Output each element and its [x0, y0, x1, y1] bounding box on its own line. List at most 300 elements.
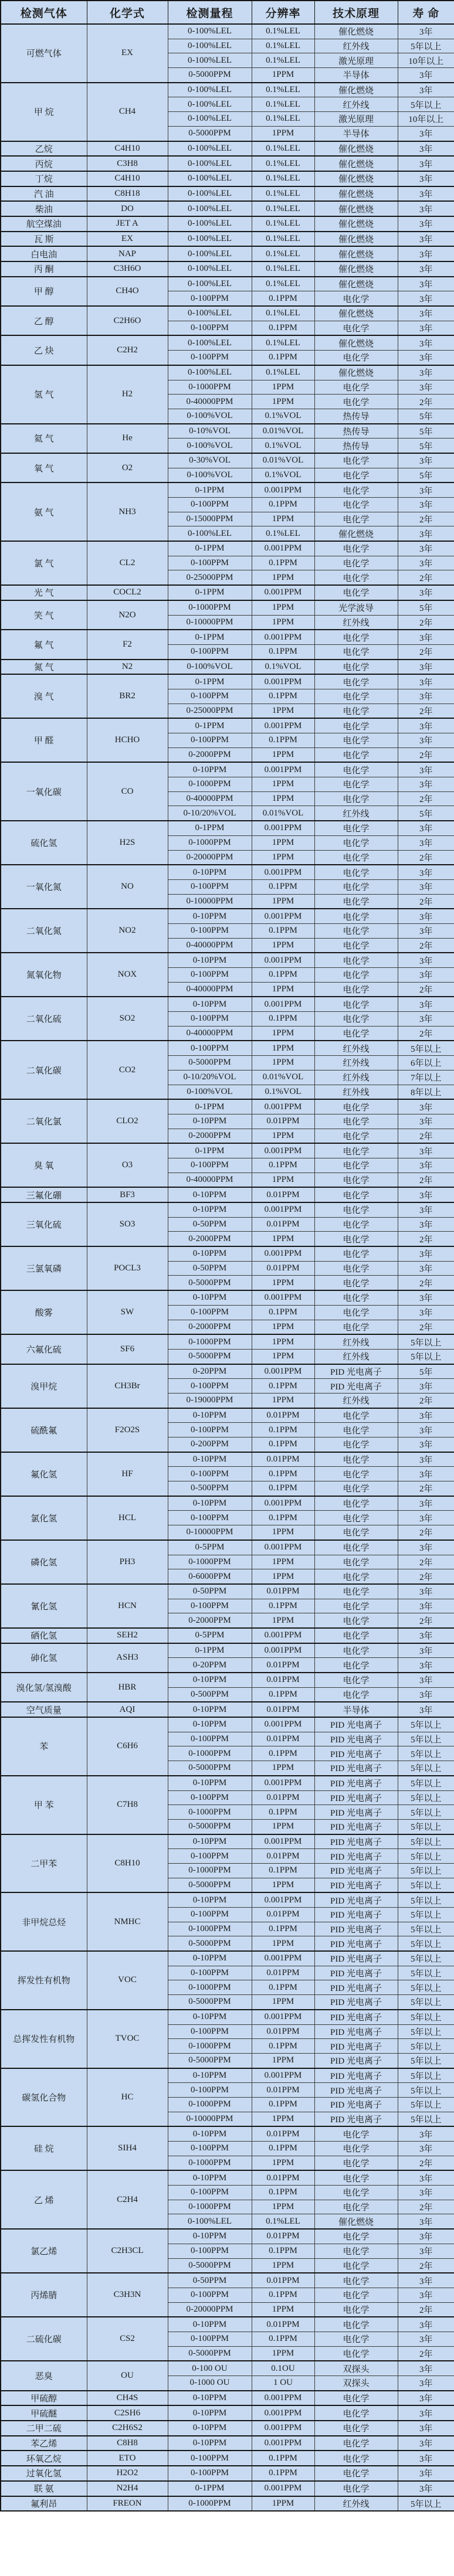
resolution-cell: 0.001PPM	[252, 2421, 314, 2436]
resolution-cell: 1PPM	[252, 704, 314, 718]
gas-name-cell: 氟利昂	[1, 2496, 87, 2512]
resolution-cell: 1PPM	[252, 1525, 314, 1540]
gas-name-cell: 乙 烯	[1, 2170, 87, 2229]
resolution-cell: 1PPM	[252, 2112, 314, 2126]
range-cell: 0-20PPM	[168, 1658, 252, 1673]
range-cell: 0-100PPM	[168, 689, 252, 704]
life-cell: 5年	[398, 600, 454, 615]
principle-cell: PID 光电离子	[314, 1761, 398, 1776]
principle-cell: 电化学	[314, 718, 398, 733]
range-cell: 0-10000PPM	[168, 615, 252, 630]
resolution-cell: 0.001PPM	[252, 541, 314, 556]
principle-cell: 电化学	[314, 982, 398, 997]
table-row	[1, 1496, 454, 1511]
principle-cell: 电化学	[314, 468, 398, 482]
resolution-cell: 0.1%LEL	[252, 141, 314, 157]
formula-cell: NAP	[87, 246, 168, 261]
resolution-cell: 0.1%LEL	[252, 53, 314, 68]
life-cell: 3年	[398, 2376, 454, 2391]
range-cell: 0-100PPM	[168, 1966, 252, 1980]
life-cell: 3年	[398, 2317, 454, 2332]
range-cell: 0-1000PPM	[168, 380, 252, 395]
resolution-cell: 0.1PPM	[252, 1379, 314, 1394]
formula-cell: OU	[87, 2361, 168, 2390]
table-row	[1, 186, 454, 202]
life-cell: 3年	[398, 141, 454, 157]
range-cell: 0-10PPM	[168, 1114, 252, 1129]
range-cell: 0-1PPM	[168, 674, 252, 689]
life-cell: 3年	[398, 335, 454, 350]
life-cell: 3年	[398, 660, 454, 675]
principle-cell: 电化学	[314, 909, 398, 923]
life-cell: 3年	[398, 68, 454, 83]
life-cell: 3年	[398, 156, 454, 171]
principle-cell: 电化学	[314, 585, 398, 600]
gas-name-cell: 溴化氢/氢溴酸	[1, 1673, 87, 1702]
table-row	[1, 2170, 454, 2185]
formula-cell: C8H8	[87, 2436, 168, 2451]
resolution-cell: 1PPM	[252, 2496, 314, 2512]
life-cell: 5年	[398, 468, 454, 482]
life-cell: 3年	[398, 453, 454, 468]
range-cell: 0-1000PPM	[168, 2039, 252, 2054]
principle-cell: 电化学	[314, 1423, 398, 1437]
life-cell: 3年	[398, 2451, 454, 2466]
life-cell: 2年	[398, 2302, 454, 2317]
resolution-cell: 1PPM	[252, 2302, 314, 2317]
resolution-cell: 0.1PPM	[252, 291, 314, 306]
principle-cell: 电化学	[314, 1452, 398, 1467]
table-row	[1, 2126, 454, 2141]
life-cell: 3年	[398, 186, 454, 202]
formula-cell: CLO2	[87, 1099, 168, 1143]
gas-name-cell: 乙 炔	[1, 335, 87, 365]
resolution-cell: 0.001PPM	[252, 1834, 314, 1849]
life-cell: 3年	[398, 351, 454, 365]
formula-cell: HF	[87, 1452, 168, 1496]
range-cell: 0-10PPM	[168, 1408, 252, 1423]
resolution-cell: 0.01PPM	[252, 2273, 314, 2288]
life-cell: 5年以上	[398, 1878, 454, 1892]
life-cell: 3年	[398, 1437, 454, 1452]
range-cell: 0-5000PPM	[168, 1056, 252, 1070]
range-cell: 0-40000PPM	[168, 982, 252, 997]
table-row	[1, 997, 454, 1011]
formula-cell: JET A	[87, 216, 168, 232]
table-row	[1, 2229, 454, 2244]
range-cell: 0-500PPM	[168, 1687, 252, 1702]
resolution-cell: 0.1PPM	[252, 1980, 314, 1995]
resolution-cell: 0.01PPM	[252, 2083, 314, 2098]
range-cell: 0-2000PPM	[168, 1232, 252, 1246]
range-cell: 0-1PPM	[168, 541, 252, 556]
range-cell: 0-100PPM	[168, 2451, 252, 2466]
resolution-cell: 0.1%LEL	[252, 232, 314, 247]
life-cell: 3年	[398, 1202, 454, 1217]
principle-cell: 催化燃烧	[314, 277, 398, 291]
formula-cell: O2	[87, 453, 168, 482]
resolution-cell: 0.001PPM	[252, 718, 314, 733]
range-cell: 0-15000PPM	[168, 512, 252, 526]
formula-cell: F2O2S	[87, 1408, 168, 1452]
range-cell: 0-5000PPM	[168, 2346, 252, 2361]
life-cell: 2年	[398, 1569, 454, 1584]
range-cell: 0-10%VOL	[168, 424, 252, 439]
range-cell: 0-1000PPM	[168, 2097, 252, 2112]
principle-cell: 电化学	[314, 968, 398, 983]
life-cell: 5年以上	[398, 1849, 454, 1864]
resolution-cell: 1PPM	[252, 2258, 314, 2273]
life-cell: 3年	[398, 777, 454, 792]
resolution-cell: 1PPM	[252, 1232, 314, 1246]
formula-cell: O3	[87, 1143, 168, 1187]
life-cell: 3年	[398, 2244, 454, 2258]
life-cell: 5年以上	[398, 2097, 454, 2112]
gas-name-cell: 挥发性有机物	[1, 1951, 87, 2010]
life-cell: 5年以上	[398, 1717, 454, 1732]
resolution-cell: 0.1%LEL	[252, 261, 314, 277]
formula-cell: VOC	[87, 1951, 168, 2010]
principle-cell: 电化学	[314, 1511, 398, 1525]
resolution-cell: 1PPM	[252, 1320, 314, 1334]
life-cell: 5年以上	[398, 1761, 454, 1776]
principle-cell: 电化学	[314, 1217, 398, 1232]
resolution-cell: 0.1%LEL	[252, 112, 314, 127]
range-cell: 0-1000PPM	[168, 1746, 252, 1761]
life-cell: 3年	[398, 246, 454, 261]
range-cell: 0-2000PPM	[168, 1613, 252, 1628]
life-cell: 3年	[398, 306, 454, 321]
table-row	[1, 24, 454, 39]
resolution-cell: 0.01PPM	[252, 1658, 314, 1673]
life-cell: 5年以上	[398, 1834, 454, 1849]
principle-cell: 电化学	[314, 556, 398, 570]
principle-cell: 红外线	[314, 1085, 398, 1099]
principle-cell: 激光原理	[314, 112, 398, 127]
principle-cell: 电化学	[314, 2258, 398, 2273]
table-row	[1, 2391, 454, 2406]
formula-cell: N2O	[87, 600, 168, 630]
resolution-cell: 0.1OU	[252, 2361, 314, 2376]
table-row	[1, 277, 454, 291]
principle-cell: 催化燃烧	[314, 261, 398, 277]
table-row	[1, 953, 454, 967]
life-cell: 2年	[398, 1232, 454, 1246]
life-cell: 10年以上	[398, 112, 454, 127]
col-header-formula: 化学式	[87, 1, 168, 24]
range-cell: 0-100%LEL	[168, 171, 252, 186]
formula-cell: PH3	[87, 1540, 168, 1584]
resolution-cell: 1PPM	[252, 1026, 314, 1041]
resolution-cell: 1PPM	[252, 1878, 314, 1892]
resolution-cell: 1PPM	[252, 1041, 314, 1055]
principle-cell: PID 光电离子	[314, 2097, 398, 2112]
gas-name-cell: 二甲苯	[1, 1834, 87, 1893]
range-cell: 0-10PPM	[168, 997, 252, 1011]
life-cell: 3年	[398, 674, 454, 689]
table-row	[1, 232, 454, 247]
table-row	[1, 335, 454, 350]
range-cell: 0-10PPM	[168, 2126, 252, 2141]
table-row	[1, 171, 454, 186]
gas-name-cell: 苯乙烯	[1, 2436, 87, 2451]
range-cell: 0-10PPM	[168, 2317, 252, 2332]
principle-cell: PID 光电离子	[314, 1966, 398, 1980]
range-cell: 0-10PPM	[168, 2405, 252, 2421]
principle-cell: 电化学	[314, 1408, 398, 1423]
principle-cell: 电化学	[314, 570, 398, 585]
resolution-cell: 0.01PPM	[252, 1966, 314, 1980]
resolution-cell: 1PPM	[252, 395, 314, 409]
principle-cell: 电化学	[314, 1173, 398, 1187]
range-cell: 0-100PPM	[168, 1423, 252, 1437]
principle-cell: 红外线	[314, 2496, 398, 2512]
gas-name-cell: 乙 醇	[1, 306, 87, 335]
resolution-cell: 0.001PPM	[252, 1540, 314, 1555]
formula-cell: BF3	[87, 1187, 168, 1202]
resolution-cell: 1PPM	[252, 777, 314, 792]
principle-cell: 电化学	[314, 2156, 398, 2170]
range-cell: 0-100PPM	[168, 351, 252, 365]
life-cell: 5年以上	[398, 1995, 454, 2010]
range-cell: 0-10PPM	[168, 2229, 252, 2244]
life-cell: 2年	[398, 1129, 454, 1143]
range-cell: 0-2000PPM	[168, 1129, 252, 1143]
life-cell: 5年以上	[398, 2068, 454, 2083]
principle-cell: PID 光电离子	[314, 1746, 398, 1761]
resolution-cell: 1PPM	[252, 615, 314, 630]
resolution-cell: 0.1PPM	[252, 498, 314, 512]
formula-cell: C6H6	[87, 1717, 168, 1776]
resolution-cell: 0.01PPM	[252, 1408, 314, 1423]
formula-cell: DO	[87, 201, 168, 216]
life-cell: 2年	[398, 1481, 454, 1496]
range-cell: 0-10000PPM	[168, 1525, 252, 1540]
gas-name-cell: 氯 气	[1, 541, 87, 585]
range-cell: 0-1000PPM	[168, 835, 252, 850]
range-cell: 0-40000PPM	[168, 1173, 252, 1187]
resolution-cell: 0.1PPM	[252, 1599, 314, 1613]
resolution-cell: 0.1PPM	[252, 2097, 314, 2112]
principle-cell: 电化学	[314, 630, 398, 644]
life-cell: 2年	[398, 570, 454, 585]
resolution-cell: 0.001PPM	[252, 2068, 314, 2083]
principle-cell: 电化学	[314, 2436, 398, 2451]
gas-name-cell: 空气质量	[1, 1702, 87, 1717]
range-cell: 0-10PPM	[168, 1202, 252, 1217]
gas-name-cell: 甲 醛	[1, 718, 87, 762]
resolution-cell: 0.1%LEL	[252, 186, 314, 202]
resolution-cell: 1PPM	[252, 982, 314, 997]
table-row	[1, 1540, 454, 1555]
range-cell: 0-1000 OU	[168, 2376, 252, 2391]
principle-cell: 电化学	[314, 321, 398, 335]
range-cell: 0-1000PPM	[168, 777, 252, 792]
resolution-cell: 0.001PPM	[252, 2010, 314, 2024]
resolution-cell: 0.1%LEL	[252, 365, 314, 380]
gas-name-cell: 汽 油	[1, 186, 87, 202]
resolution-cell: 0.1%LEL	[252, 24, 314, 39]
life-cell: 3年	[398, 1540, 454, 1555]
resolution-cell: 0.1PPM	[252, 733, 314, 748]
life-cell: 3年	[398, 2288, 454, 2302]
gas-name-cell: 溴 气	[1, 674, 87, 718]
resolution-cell: 1PPM	[252, 1334, 314, 1349]
gas-name-cell: 溴甲烷	[1, 1364, 87, 1408]
principle-cell: 电化学	[314, 660, 398, 675]
life-cell: 3年	[398, 1599, 454, 1613]
resolution-cell: 0.01PPM	[252, 1732, 314, 1746]
gas-name-cell: 硅 烷	[1, 2126, 87, 2170]
principle-cell: 电化学	[314, 1276, 398, 1290]
range-cell: 0-100PPM	[168, 2466, 252, 2481]
table-row	[1, 2010, 454, 2024]
resolution-cell: 0.001PPM	[252, 2481, 314, 2496]
principle-cell: 催化燃烧	[314, 141, 398, 157]
resolution-cell: 1PPM	[252, 1129, 314, 1143]
principle-cell: 电化学	[314, 2288, 398, 2302]
gas-name-cell: 航空煤油	[1, 216, 87, 232]
principle-cell: 电化学	[314, 1202, 398, 1217]
resolution-cell: 0.1PPM	[252, 689, 314, 704]
formula-cell: HBR	[87, 1673, 168, 1702]
principle-cell: 电化学	[314, 1026, 398, 1041]
gas-name-cell: 氰化氢	[1, 1584, 87, 1628]
table-row	[1, 1187, 454, 1202]
resolution-cell: 0.001PPM	[252, 1202, 314, 1217]
principle-cell: 电化学	[314, 1673, 398, 1687]
range-cell: 0-1000PPM	[168, 600, 252, 615]
range-cell: 0-100PPM	[168, 923, 252, 938]
principle-cell: 催化燃烧	[314, 306, 398, 321]
principle-cell: PID 光电离子	[314, 1834, 398, 1849]
range-cell: 0-100PPM	[168, 2288, 252, 2302]
table-row	[1, 2361, 454, 2376]
range-cell: 0-100PPM	[168, 1849, 252, 1864]
gas-name-cell: 一氧化碳	[1, 762, 87, 821]
resolution-cell: 0.1PPM	[252, 2332, 314, 2346]
gas-name-cell: 氢 气	[1, 365, 87, 424]
life-cell: 2年	[398, 2346, 454, 2361]
resolution-cell: 0.001PPM	[252, 1717, 314, 1732]
life-cell: 3年	[398, 556, 454, 570]
table-row	[1, 674, 454, 689]
gas-name-cell: 恶臭	[1, 2361, 87, 2390]
table-row	[1, 762, 454, 777]
range-cell: 0-100%LEL	[168, 2214, 252, 2229]
resolution-cell: 0.001PPM	[252, 997, 314, 1011]
range-cell: 0-19000PPM	[168, 1393, 252, 1408]
range-cell: 0-1PPM	[168, 630, 252, 644]
principle-cell: 电化学	[314, 1599, 398, 1613]
resolution-cell: 0.01PPM	[252, 1673, 314, 1687]
life-cell: 3年	[398, 216, 454, 232]
principle-cell: 电化学	[314, 850, 398, 865]
life-cell: 3年	[398, 365, 454, 380]
formula-cell: HCHO	[87, 718, 168, 762]
resolution-cell: 0.1%VOL	[252, 409, 314, 423]
principle-cell: 电化学	[314, 894, 398, 909]
principle-cell: 电化学	[314, 2186, 398, 2200]
range-cell: 0-100PPM	[168, 1158, 252, 1173]
life-cell: 3年	[398, 1496, 454, 1511]
gas-name-cell: 联 氨	[1, 2481, 87, 2496]
formula-cell: C3H8	[87, 156, 168, 171]
formula-cell: BR2	[87, 674, 168, 718]
table-row	[1, 156, 454, 171]
principle-cell: PID 光电离子	[314, 1936, 398, 1951]
principle-cell: 电化学	[314, 1012, 398, 1027]
range-cell: 0-100%LEL	[168, 24, 252, 39]
principle-cell: 电化学	[314, 395, 398, 409]
table-row	[1, 600, 454, 615]
life-cell: 5年以上	[398, 2083, 454, 2098]
principle-cell: PID 光电离子	[314, 1849, 398, 1864]
life-cell: 5年以上	[398, 2496, 454, 2512]
formula-cell: C8H18	[87, 186, 168, 202]
resolution-cell: 0.01PPM	[252, 1702, 314, 1717]
table-row	[1, 630, 454, 644]
table-row	[1, 2466, 454, 2481]
range-cell: 0-10PPM	[168, 2068, 252, 2083]
principle-cell: 电化学	[314, 1246, 398, 1261]
range-cell: 0-100%LEL	[168, 112, 252, 127]
resolution-cell: 0.1%LEL	[252, 306, 314, 321]
resolution-cell: 0.1PPM	[252, 2186, 314, 2200]
range-cell: 0-10000PPM	[168, 894, 252, 909]
life-cell: 3年	[398, 2405, 454, 2421]
formula-cell: SF6	[87, 1334, 168, 1364]
life-cell: 3年	[398, 953, 454, 967]
range-cell: 0-50PPM	[168, 2273, 252, 2288]
principle-cell: 催化燃烧	[314, 186, 398, 202]
gas-name-cell: 一氧化氮	[1, 865, 87, 909]
range-cell: 0-100PPM	[168, 733, 252, 748]
resolution-cell: 1PPM	[252, 2053, 314, 2068]
life-cell: 3年	[398, 291, 454, 306]
gas-name-cell: 可燃气体	[1, 24, 87, 83]
gas-name-cell: 二氧化碳	[1, 1041, 87, 1099]
principle-cell: 电化学	[314, 762, 398, 777]
table-row	[1, 1202, 454, 1217]
formula-cell: NO2	[87, 909, 168, 953]
range-cell: 0-1PPM	[168, 1099, 252, 1114]
resolution-cell: 0.001PPM	[252, 1643, 314, 1658]
life-cell: 3年	[398, 541, 454, 556]
range-cell: 0-100PPM	[168, 968, 252, 983]
principle-cell: 催化燃烧	[314, 216, 398, 232]
life-cell: 3年	[398, 997, 454, 1011]
resolution-cell: 0.001PPM	[252, 1951, 314, 1966]
resolution-cell: 0.01PPM	[252, 1187, 314, 1202]
principle-cell: 热传导	[314, 409, 398, 423]
table-row	[1, 482, 454, 497]
col-header-principle: 技术原理	[314, 1, 398, 24]
range-cell: 0-6000PPM	[168, 1569, 252, 1584]
resolution-cell: 0.01%VOL	[252, 1070, 314, 1085]
life-cell: 5年以上	[398, 39, 454, 53]
range-cell: 0-100%LEL	[168, 186, 252, 202]
principle-cell: 电化学	[314, 1143, 398, 1158]
principle-cell: 电化学	[314, 2302, 398, 2317]
principle-cell: PID 光电离子	[314, 1805, 398, 1820]
resolution-cell: 1PPM	[252, 1393, 314, 1408]
table-row	[1, 453, 454, 468]
life-cell: 3年	[398, 277, 454, 291]
formula-cell: CH4	[87, 83, 168, 141]
range-cell: 0-100%LEL	[168, 97, 252, 112]
range-cell: 0-10000PPM	[168, 2112, 252, 2126]
